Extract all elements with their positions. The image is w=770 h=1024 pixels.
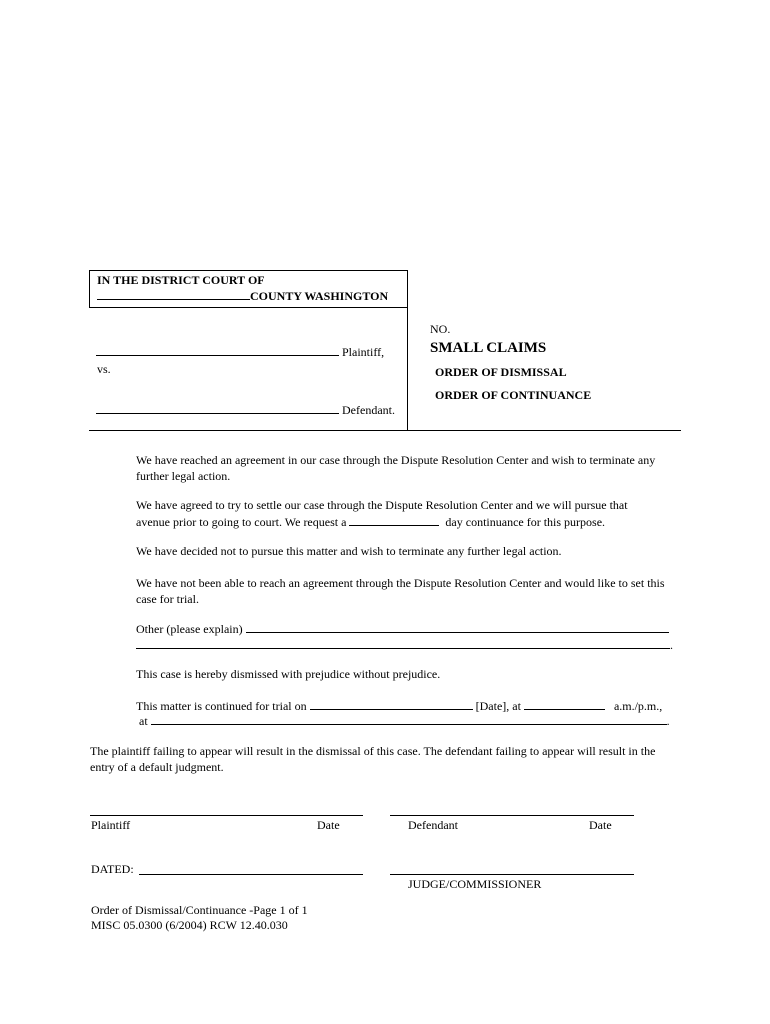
plaintiff-label: Plaintiff, [342,345,385,359]
other-explain-blank-2 [136,637,670,649]
location-period: . [666,714,670,728]
defendant-date-label: Date [589,818,612,832]
option-not-pursue: We have decided not to pursue this matter and wish to terminate any further legal action. [136,544,562,558]
option-agreement: We have reached an agreement in our case through the Dispute Resolution Center and wish to terminate any further legal action. [136,453,656,483]
other-explain-blank [246,621,669,633]
at-label: at [139,714,148,728]
dismissal-statement: This case is hereby dismissed with prejudice without prejudice. [136,667,441,681]
court-heading: IN THE DISTRICT COURT OF [97,273,265,287]
county-line [97,288,388,304]
ampm-label: a.m./p.m., [613,699,663,713]
plaintiff-blank [96,344,339,356]
county-label: COUNTY WASHINGTON [250,289,389,303]
continuance-days-blank [349,514,439,526]
other-line [136,621,669,637]
caption-box-top [89,270,408,271]
county-blank [97,288,250,300]
option-settle-line1: We have agreed to try to settle our case through the Dispute Resolution Center and we will pursue that [136,498,628,512]
location-line [139,713,670,729]
other-line2 [136,637,673,653]
failure-warning: The plaintiff failing to appear will result in the dismissal of this case. The defendant failing to appear will result in the entry of a default judgment. [90,744,656,774]
defendant-blank [96,402,339,414]
caption-box-mid [89,307,408,308]
trial-location-blank [151,713,667,725]
case-type-title: SMALL CLAIMS [430,340,547,356]
other-period: . [670,638,673,652]
option-settle-line2 [136,514,605,530]
caption-box-left [89,270,90,308]
vs-label: vs. [97,362,111,376]
caption-divider-vertical [407,270,408,431]
order-continuance-title: ORDER OF CONTINUANCE [435,388,592,402]
plaintiff-line [96,344,384,360]
plaintiff-sign-label: Plaintiff [91,818,131,832]
continuance-line [136,698,662,714]
defendant-signature-line [390,815,634,816]
settle-text-b: day continuance for this purpose. [445,515,606,529]
case-number-label: NO. [430,322,451,336]
judge-signature-line [390,874,634,875]
footer-title: Order of Dismissal/Continuance -Page 1 of 1 [91,903,308,917]
option-trial: We have not been able to reach an agreement through the Dispute Resolution Center and would like to set this case for trial. [136,576,665,606]
defendant-sign-label: Defendant [408,818,458,832]
dated-label: DATED: [91,862,134,876]
trial-time-blank [524,698,605,710]
caption-bottom-rule [89,430,681,431]
defendant-line [96,402,395,418]
plaintiff-signature-line [90,815,363,816]
trial-date-blank [310,698,473,710]
dated-line [139,874,363,875]
defendant-label: Defendant. [342,403,395,417]
settle-text-a: avenue prior to going to court. We request a [136,515,347,529]
footer-form-number: MISC 05.0300 (6/2004) RCW 12.40.030 [91,918,288,932]
plaintiff-date-label: Date [317,818,340,832]
date-at-label: [Date], at [475,699,521,713]
other-label: Other (please explain) [136,622,243,636]
judge-label: JUDGE/COMMISSIONER [408,877,542,891]
order-dismissal-title: ORDER OF DISMISSAL [435,365,567,379]
continued-label: This matter is continued for trial on [136,699,307,713]
